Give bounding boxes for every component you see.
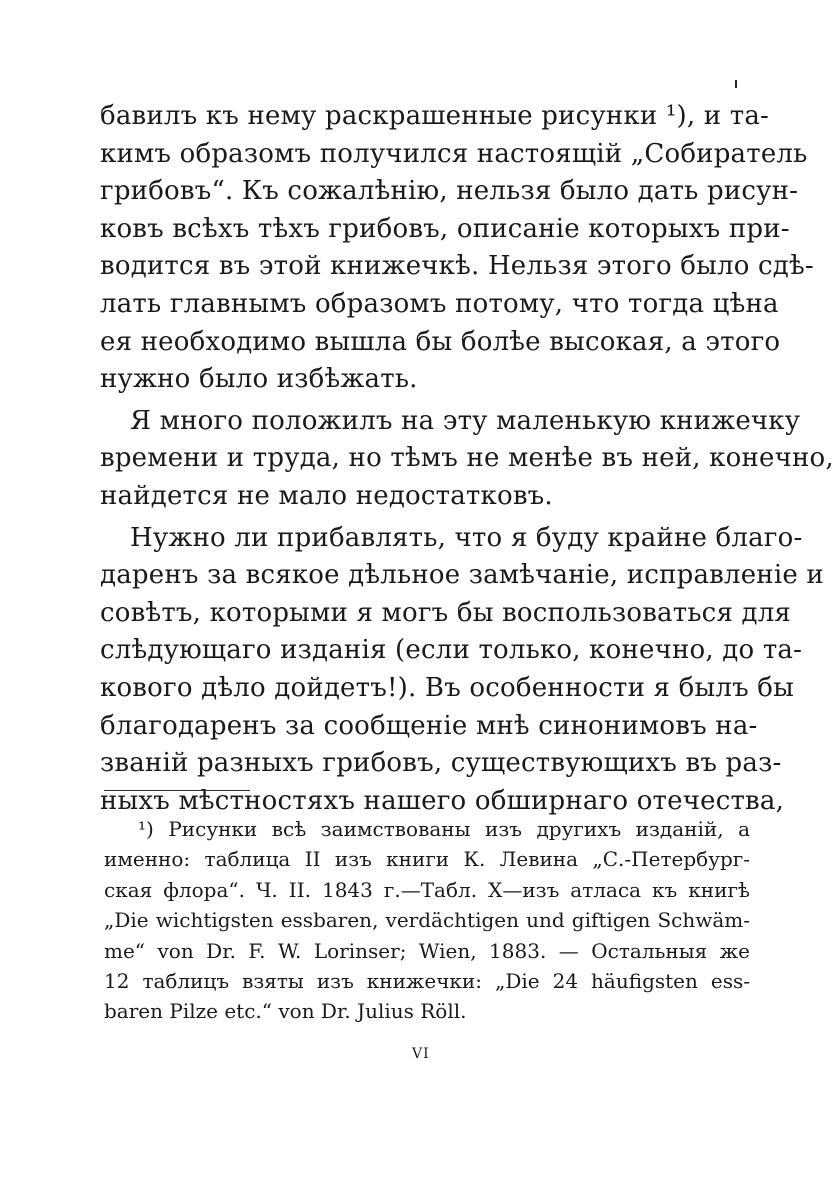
text-line: Нужно ли прибавлять, что я буду крайне благо- (130, 522, 803, 553)
text-line: даренъ за всякое дѣльное замѣчаніе, исправленіе и (100, 560, 824, 591)
text-line: совѣтъ, которыми я могъ бы воспользоваться для (100, 597, 792, 628)
text-line: бавилъ къ нему раскрашенные рисунки ¹), и та- (100, 101, 770, 131)
footnote-line: именно: таблица II изъ книги К. Левина „С.-Петербург- (104, 847, 750, 872)
page-number: VI (412, 1046, 430, 1062)
text-line: лать главнымъ образомъ потому, что тогда цѣна (100, 288, 779, 319)
text-line: ковъ всѣхъ тѣхъ грибовъ, описаніе которыхъ при- (100, 213, 790, 244)
text-line: званій разныхъ грибовъ, существующихъ въ раз- (100, 748, 782, 779)
text-line: кимъ образомъ получился настоящій „Собиратель (100, 138, 808, 169)
text-line: водится въ этой книжечкѣ. Нельзя этого было сдѣ- (100, 251, 814, 282)
footnote (104, 814, 750, 1027)
main-text (100, 98, 834, 820)
footnote-line: 12 таблицъ взяты изъ книжечки: „Die 24 häufigsten ess- (104, 969, 750, 994)
text-line: ея необходимо вышла бы болѣе высокая, а этого (100, 326, 781, 357)
paragraph-3 (100, 520, 824, 821)
text-line: кового дѣло дойдетъ!). Въ особенности я былъ бы (100, 672, 795, 703)
footnote-divider (104, 790, 250, 791)
footnote-line: baren Pilze etc.“ von Dr. Julius Röll. (104, 999, 467, 1024)
paragraph-1 (100, 98, 814, 399)
paragraph-2 (100, 403, 834, 516)
text-line: ныхъ мѣстностяхъ нашего обширнаго отечества, (100, 785, 785, 816)
ink-speck (735, 80, 737, 88)
text-line: нужно было избѣжать. (100, 364, 418, 395)
text-line: слѣдующаго изданія (если только, конечно, до та- (100, 635, 803, 666)
text-line: времени и труда, но тѣмъ не менѣе въ ней, конечно, (100, 443, 834, 474)
text-line: благодаренъ за сообщеніе мнѣ синонимовъ на- (100, 710, 758, 741)
text-line: Я много положилъ на эту маленькую книжечку (130, 405, 801, 436)
footnote-line: ¹) Рисунки всѣ заимствованы изъ другихъ изданій, а (138, 817, 750, 841)
text-line: грибовъ“. Къ сожалѣнію, нельзя было дать рисун- (100, 176, 799, 207)
footnote-line: „Die wichtigsten essbaren, verdächtigen und giftigen Schwäm- (104, 908, 750, 933)
footnote-line: me“ von Dr. F. W. Lorinser; Wien, 1883. — Остальныя же (104, 938, 750, 963)
text-line: найдется не мало недостатковъ. (100, 480, 553, 511)
footnote-line: ская флора“. Ч. II. 1843 г.—Табл. X—изъ атласа къ книгѣ (104, 877, 750, 902)
